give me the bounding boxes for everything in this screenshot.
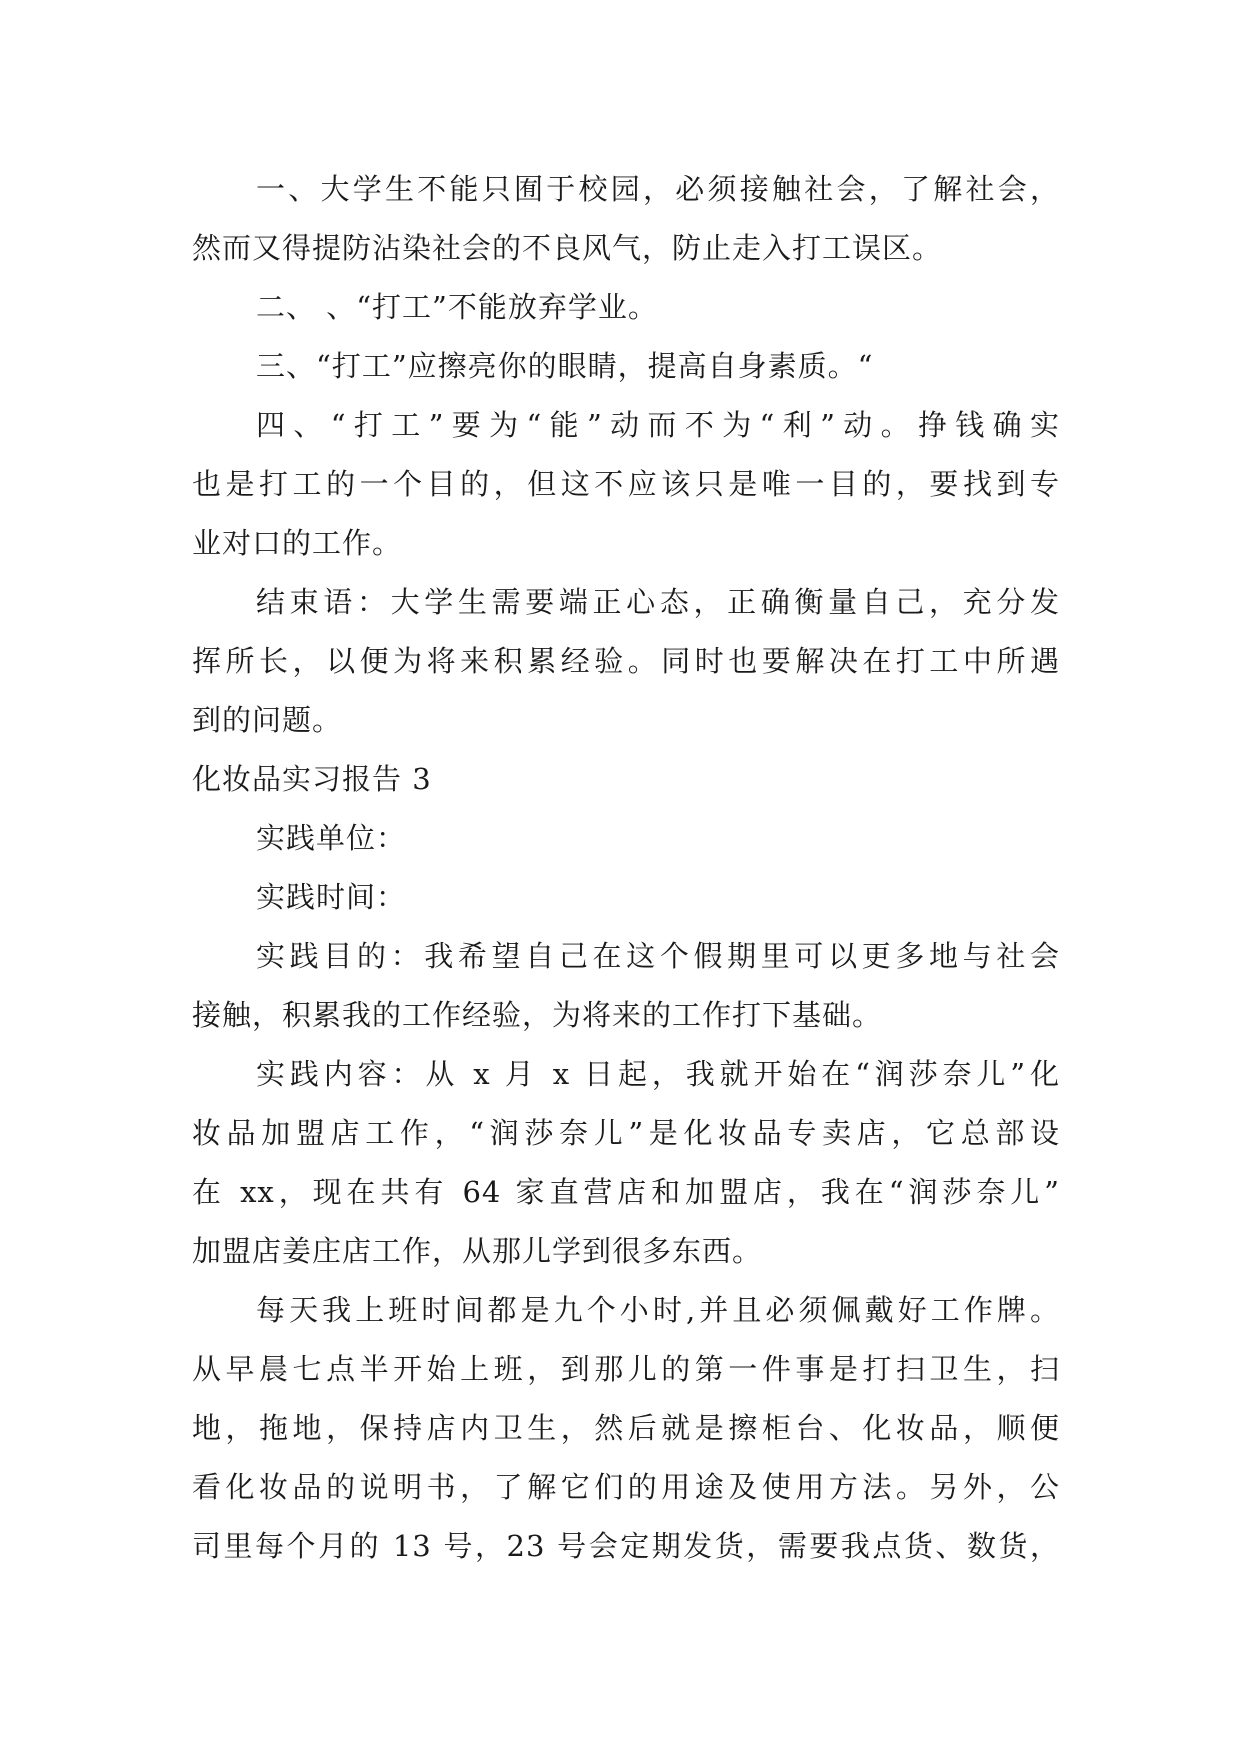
text-line: 实践单位： [256, 821, 407, 855]
text-line: 每天我上班时间都是九个小时,并且必须佩戴好工作牌。 [256, 1293, 1060, 1327]
text-line: 二、 、“打工”不能放弃学业。 [256, 290, 658, 324]
text-line: 到的问题。 [192, 703, 343, 737]
text-line: 结束语：大学生需要端正心态，正确衡量自己，充分发 [256, 585, 1060, 619]
text-line: 实践内容：从 x 月 x 日起，我就开始在“润莎奈儿”化 [256, 1057, 1060, 1091]
text-line: 司里每个月的 13 号，23 号会定期发货，需要我点货、数货， [192, 1529, 1060, 1563]
text-line: 业对口的工作。 [192, 526, 403, 560]
text-line: 挥所长，以便为将来积累经验。同时也要解决在打工中所遇 [192, 644, 1060, 678]
text-line: 三、“打工”应擦亮你的眼睛，提高自身素质。“ [256, 349, 874, 383]
text-line: 然而又得提防沾染社会的不良风气，防止走入打工误区。 [192, 231, 943, 265]
text-line: 四、“打工”要为“能”动而不为“利”动。挣钱确实 [256, 408, 1060, 442]
text-line: 化妆品实习报告 3 [192, 762, 432, 796]
text-line: 看化妆品的说明书，了解它们的用途及使用方法。另外，公 [192, 1470, 1060, 1504]
text-line: 从早晨七点半开始上班，到那儿的第一件事是打扫卫生，扫 [192, 1352, 1060, 1386]
text-line: 实践目的：我希望自己在这个假期里可以更多地与社会 [256, 939, 1060, 973]
text-line: 加盟店姜庄店工作，从那儿学到很多东西。 [192, 1234, 763, 1268]
text-line: 在 xx，现在共有 64 家直营店和加盟店，我在“润莎奈儿” [192, 1175, 1060, 1209]
text-line: 接触，积累我的工作经验，为将来的工作打下基础。 [192, 998, 883, 1032]
document-body [192, 160, 1060, 1576]
text-line: 地，拖地，保持店内卫生，然后就是擦柜台、化妆品，顺便 [192, 1411, 1060, 1445]
text-line: 一、大学生不能只囿于校园，必须接触社会，了解社会， [256, 172, 1060, 206]
text-line: 妆品加盟店工作，“润莎奈儿”是化妆品专卖店，它总部设 [192, 1116, 1060, 1150]
text-line: 也是打工的一个目的，但这不应该只是唯一目的，要找到专 [192, 467, 1060, 501]
text-line: 实践时间： [256, 880, 407, 914]
